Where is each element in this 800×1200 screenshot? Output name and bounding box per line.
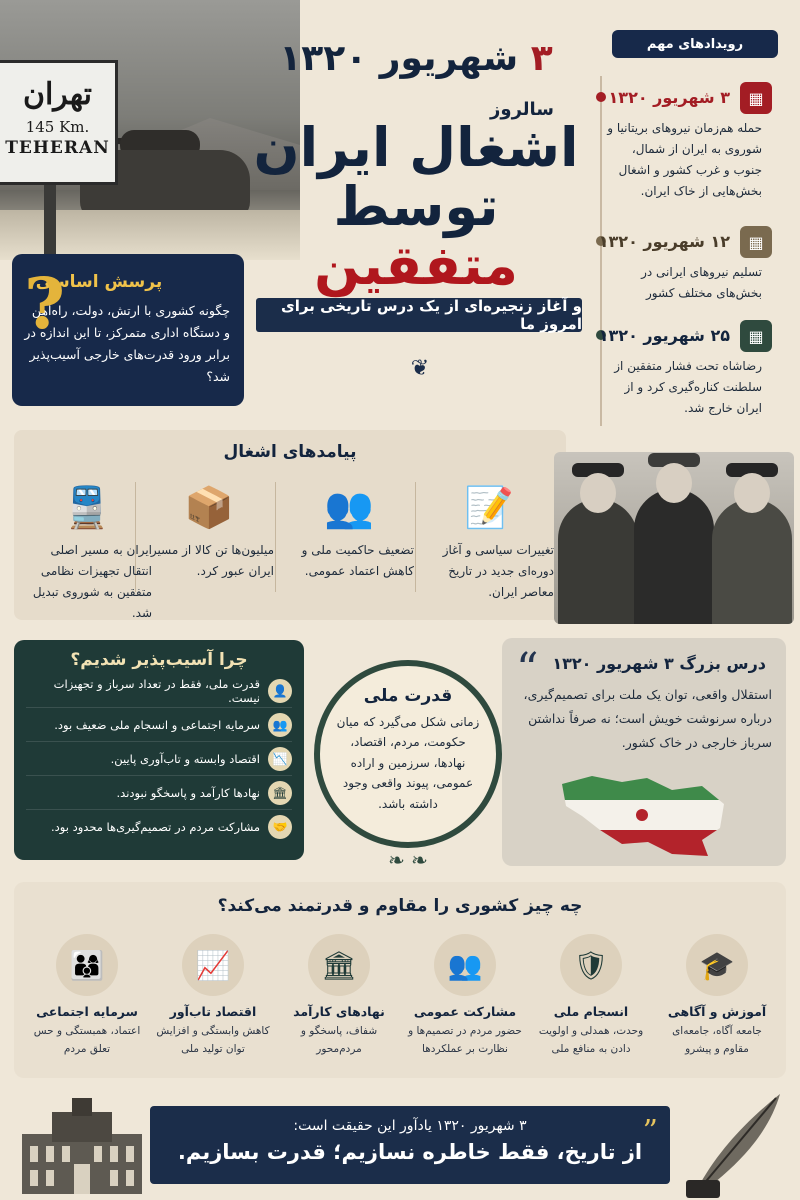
hero-title-line1: اشغال ایران xyxy=(253,116,579,179)
consequence-text: تغییرات سیاسی و آغاز دوره‌ای جدید در تاریخ معاصر ایران. xyxy=(442,543,554,599)
vulnerability-row xyxy=(26,674,292,708)
consequence-item xyxy=(284,480,414,582)
leader-head xyxy=(656,463,692,503)
resistance-item xyxy=(658,934,776,1059)
timeline-text: تسلیم نیروهای ایرانی در بخش‌های مختلف کشور xyxy=(641,265,762,300)
lesson-text: استقلال واقعی، توان یک ملت برای تصمیم‌گیری، درباره سرنوشت خویش است؛ نه صرفاً نداشتن سرباز خارجی در خاک کشور. xyxy=(523,687,772,750)
leader-head xyxy=(580,473,616,513)
ornament-icon: ❦ xyxy=(410,356,430,381)
timeline-text: حمله هم‌زمان نیروهای بریتانیا و شوروی به ایران از شمال، جنوب و غرب کشور و اشغال بخش‌هایی از خاک ایران. xyxy=(607,121,762,198)
resistance-desc: وحدت، همدلی و اولویت دادن به منافع ملی xyxy=(538,1025,644,1055)
chart-up-icon: 📈 xyxy=(182,934,244,996)
hero-ribbon: و آغاز زنجیره‌ای از یک درس تاریخی برای امروز ما xyxy=(256,298,582,332)
hero-sub: سالروز xyxy=(490,99,554,120)
resistance-title: چه چیز کشوری را مقاوم و قدرتمند می‌کند؟ xyxy=(217,896,583,916)
leader-head xyxy=(734,473,770,513)
vulnerability-row xyxy=(26,810,292,844)
consequence-text: تضعیف حاکمیت ملی و کاهش اعتماد عمومی. xyxy=(301,543,414,578)
resistance-label: مشارکت عمومی xyxy=(413,1004,517,1019)
hero-title-line2a: توسط xyxy=(333,174,499,238)
quote-icon: ” xyxy=(642,1114,658,1149)
vulnerability-text: نهادها کارآمد و پاسخگو نبودند. xyxy=(116,785,260,800)
question-box xyxy=(12,254,244,406)
timeline-date: ۳ شهریور ۱۳۲۰ xyxy=(608,88,730,107)
resistance-label: آموزش و آگاهی xyxy=(667,1004,767,1019)
timeline-dot xyxy=(596,92,606,102)
vulnerability-row xyxy=(26,776,292,810)
document-edit-icon: 📝 xyxy=(464,485,514,531)
people-group-icon: 👥 xyxy=(324,485,374,531)
hero-title-line2 xyxy=(248,174,584,298)
resistance-desc: شفاف، پاسخگو و مردم‌محور xyxy=(300,1025,378,1055)
resistance-item xyxy=(532,934,650,1059)
vulnerability-row xyxy=(26,742,292,776)
resistance-item xyxy=(406,934,524,1059)
vulnerability-text: سرمایه اجتماعی و انسجام ملی ضعیف بود. xyxy=(54,717,260,732)
question-title: پرسش اساسی xyxy=(35,272,163,292)
road-sign-post xyxy=(44,185,56,260)
institution-icon: 🏛 xyxy=(308,934,370,996)
resistance-label: نهادهای کارآمد xyxy=(293,1004,385,1019)
vulnerability-text: مشارکت مردم در تصمیم‌گیری‌ها محدود بود. xyxy=(51,820,260,834)
timeline-header: رویدادهای مهم xyxy=(612,30,778,58)
calendar-icon: ▦ xyxy=(740,320,772,352)
calendar-icon: ▦ xyxy=(740,226,772,258)
resistance-label: سرمایه اجتماعی xyxy=(36,1004,138,1019)
lesson-title: درس بزرگ ۳ شهریور ۱۳۲۰ xyxy=(552,654,766,673)
crate-icon: 📦 xyxy=(184,485,234,531)
calendar-icon: ▦ xyxy=(740,82,772,114)
leader-figure xyxy=(558,499,638,624)
handshake-icon: 🤝 xyxy=(268,815,292,839)
divider xyxy=(415,482,416,592)
resistance-item xyxy=(280,934,398,1059)
consequence-item xyxy=(22,480,152,624)
hero-date xyxy=(248,38,584,79)
road-sign xyxy=(0,60,118,185)
leaves-ornament-icon: ❧ ❧ xyxy=(388,848,428,872)
consequences-title: پیامدهای اشغال xyxy=(223,442,357,462)
footer-line1: ۳ شهریور ۱۳۲۰ یادآور این حقیقت است: xyxy=(293,1118,527,1134)
shield-icon: 🛡 xyxy=(560,934,622,996)
soldier-icon: 👤 xyxy=(268,679,292,703)
national-power-circle xyxy=(314,660,502,848)
quote-icon: “ xyxy=(516,644,539,695)
iran-flag-map-icon xyxy=(552,770,732,860)
vulnerability-row xyxy=(26,708,292,742)
vulnerability-text: قدرت ملی، فقط در تعداد سرباز و تجهیزات نیست. xyxy=(53,676,260,705)
footer-line2: از تاریخ، فقط خاطره نسازیم؛ قدرت بسازیم. xyxy=(177,1140,643,1164)
people-icon: 👥 xyxy=(268,713,292,737)
question-text: چگونه کشوری با ارتش، دولت، راه‌آهن و دستگاه اداری متمرکز، تا این اندازه در برابر ورود قدرت‌های خارجی آسیب‌پذیر شد؟ xyxy=(24,303,230,384)
hero-date-num: ۳ xyxy=(530,38,553,79)
road-sign-km: 145 Km. xyxy=(25,118,90,136)
timeline-date: ۲۵ شهریور ۱۳۲۰ xyxy=(598,326,730,345)
chart-down-icon: 📉 xyxy=(268,747,292,771)
institution-icon: 🏛 xyxy=(268,781,292,805)
resistance-item xyxy=(28,934,146,1059)
quill-ink-icon xyxy=(680,1088,790,1200)
resistance-desc: جامعه آگاه، جامعه‌ای مقاوم و پیشرو xyxy=(672,1025,762,1055)
lesson-panel xyxy=(502,638,786,866)
footer-banner xyxy=(150,1106,670,1184)
leaders-photo xyxy=(554,452,794,624)
train-icon: 🚆 xyxy=(62,485,112,531)
people-group-icon: 👥 xyxy=(434,934,496,996)
resistance-panel xyxy=(14,882,786,1078)
resistance-label: اقتصاد تاب‌آور xyxy=(169,1004,257,1019)
power-title: قدرت ملی xyxy=(363,686,453,706)
family-icon: 👨‍👩‍👦 xyxy=(56,934,118,996)
timeline-date: ۱۲ شهریور ۱۳۲۰ xyxy=(598,232,730,251)
resistance-desc: حضور مردم در تصمیم‌ها و نظارت بر عملکردها xyxy=(408,1025,522,1055)
footer xyxy=(0,1088,800,1200)
resistance-desc: کاهش وابستگی و افزایش توان تولید ملی xyxy=(156,1025,270,1055)
hero-title-line2b: متفقین xyxy=(314,234,518,298)
consequence-text: ایران به مسیر اصلی انتقال تجهیزات نظامی متفقین به شوروی تبدیل شد. xyxy=(32,543,152,620)
resistance-label: انسجام ملی xyxy=(553,1004,629,1019)
graduation-cap-icon: 🎓 xyxy=(686,934,748,996)
question-mark-icon: ? xyxy=(24,262,66,345)
leader-figure xyxy=(712,499,792,624)
consequence-text: میلیون‌ها تن کالا از مسیر ایران عبور کرد. xyxy=(150,543,274,578)
vulnerability-text: اقتصاد وابسته و تاب‌آوری پایین. xyxy=(110,751,260,766)
power-text: زمانی شکل می‌گیرد که میان حکومت، مردم، اقتصاد، نهادها، سرزمین و اراده عمومی، پیوند واقعی وجود داشته باشد. xyxy=(336,715,480,811)
road-sign-en: TEHERAN xyxy=(5,138,110,158)
resistance-item xyxy=(154,934,272,1059)
vulnerability-panel xyxy=(14,640,304,860)
vulnerability-title: چرا آسیب‌پذیر شدیم؟ xyxy=(70,650,248,670)
timeline-text: رضاشاه تحت فشار متفقین از سلطنت کناره‌گیری کرد و از ایران خارج شد. xyxy=(614,359,762,415)
consequence-item xyxy=(424,480,554,603)
divider xyxy=(275,482,276,592)
hero-title-block xyxy=(248,38,584,298)
resistance-desc: اعتماد، همبستگی و حس تعلق مردم xyxy=(33,1025,141,1055)
road-sign-fa: تهران xyxy=(22,77,93,112)
consequence-item xyxy=(144,480,274,582)
historic-building-icon xyxy=(12,1094,152,1194)
hero-date-rest: شهریور ۱۳۲۰ xyxy=(279,38,519,79)
leader-figure xyxy=(634,489,714,624)
consequences-panel xyxy=(14,430,566,620)
